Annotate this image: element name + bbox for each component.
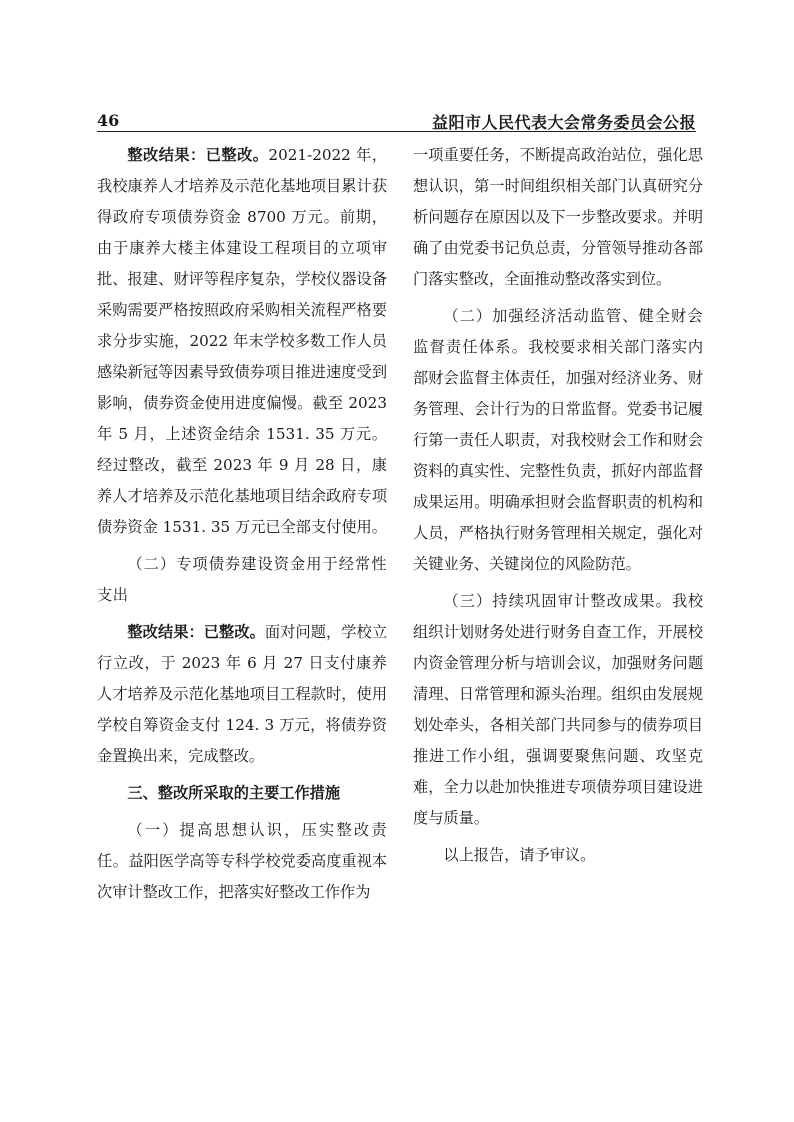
left-column [97,140,387,914]
measures-paragraph-1 [97,815,387,908]
measure-heading-2: （二）加强经济活动监管、健全财会监督责任体系。 [413,307,703,356]
paragraph-text: 益阳医学高等专科学校党委高度重视本次审计整改工作，把落实好整改工作作为 [97,852,388,901]
paragraph-text: 2021-2022 年，我校康养人才培养及示范化基地项目累计获得政府专项债券资金 8700 万元。前期，由于康养大楼主体建设工程项目的立项审批、报建、财评等程序复杂，学校仪器设备采购需要严格按照政府采购相关流程严格要求分步实施，2022 年末学校多数工作人员感染新冠等因素导致债券项目推进速度受到影响，债券资金使用进度偏慢。截至 2023 年 5 月，上述资金结余 1531. 35 万元。经过整改，截至 2023 年 9 月 28 日，康养人才培养及示范化基地项目结余政府专项债券资金 1531. 35 万元已全部支付使用。 [97,146,388,536]
subsection-heading-text: （二）专项债券建设资金用于经常性支出 [97,555,387,604]
rectification-result-paragraph-1 [97,140,387,543]
subsection-heading-special-bonds [97,549,387,611]
rectification-result-paragraph-2 [97,617,387,772]
closing-statement: 以上报告，请予审议。 [443,846,596,864]
journal-title: 益阳市人民代表大会常务委员会公报 [431,113,696,132]
paragraph-text: 我校要求相关部门落实内部财会监督主体责任，加强对经济业务、财务管理、会计行为的日常监督。党委书记履行第一责任人职责，对我校财会工作和财会资料的真实性、完整性负责，抓好内部监督成果运用。明确承担财会监督职责的机构和人员，严格执行财务管理相关规定，强化对关键业务、关键岗位的风险防范。 [413,338,704,573]
measures-paragraph-2 [413,301,703,580]
right-column [413,140,703,877]
measure-heading-3: （三）持续巩固审计整改成果。 [443,592,672,610]
measures-paragraph-1-continued: 一项重要任务，不断提高政治站位，强化思想认识，第一时间组织相关部门认真研究分析问题存在原因以及下一步整改要求。并明确了由党委书记负总责，分管领导推动各部门落实整改，全面推动整改落实到位。 [413,146,703,288]
header-rule [97,131,696,132]
rectification-result-label: 整改结果：已整改。 [127,146,269,164]
paragraph-text: 面对问题，学校立行立改，于 2023 年 6 月 27 日支付康养人才培养及示范化基地项目工程款时，使用学校自筹资金支付 124. 3 万元，将债券资金置换出来，完成整改。 [97,623,388,765]
paragraph-text: 我校组织计划财务处进行财务自查工作，开展校内资金管理分析与培训会议，加强财务问题清理、日常管理和源头治理。组织由发展规划处牵头，各相关部门共同参与的债券项目推进工作小组，强调要聚焦问题、攻坚克难，全力以赴加快推进专项债券项目建设进度与质量。 [413,592,703,827]
measures-paragraph-3 [413,586,703,834]
rectification-result-label: 整改结果：已整改。 [127,623,265,641]
measure-heading-1: （一）提高思想认识，压实整改责任。 [97,821,387,870]
page-number: 46 [97,111,120,130]
section-heading-measures: 三、整改所采取的主要工作措施 [127,784,341,802]
